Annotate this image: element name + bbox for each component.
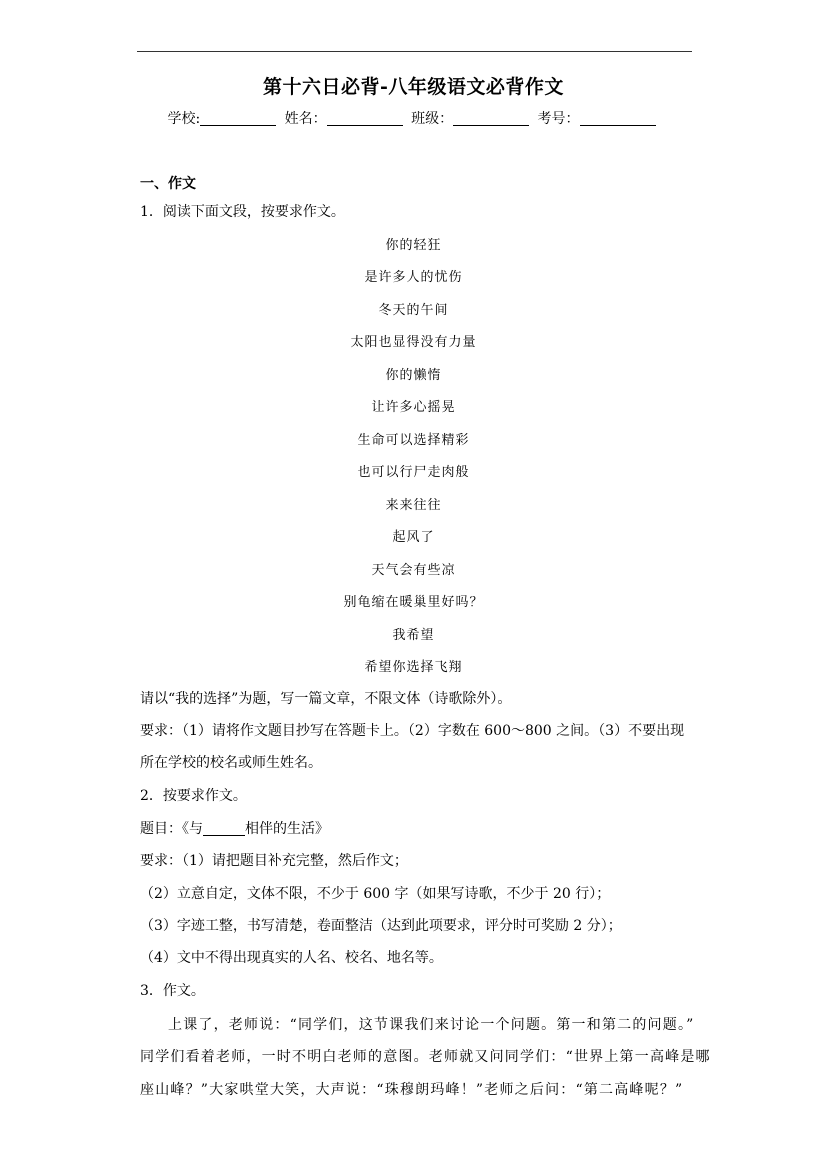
q2-topic-prefix: 题目：《与	[140, 821, 203, 837]
school-label: 学校:	[167, 111, 201, 127]
poem-line: 也可以行尸走肉般	[357, 465, 470, 480]
q2-topic-suffix: 相伴的生活》	[245, 821, 329, 837]
poem-line: 太阳也显得没有力量	[350, 335, 477, 350]
exam-no-label: 考号：	[537, 111, 580, 127]
q2-requirement-4: （4）文中不得出现真实的人名、校名、地名等。	[140, 950, 443, 966]
q1-instruction: 请以“我的选择”为题，写一篇文章，不限文体（诗歌除外）。	[140, 691, 512, 707]
q3-story-line: 上课了，老师说：“同学们，这节课我们来讨论一个问题。第一和第二的问题。”	[168, 1017, 695, 1033]
q1-requirement-line-2: 所在学校的校名或师生姓名。	[140, 755, 322, 771]
page-title: 第十六日必背-八年级语文必背作文	[263, 76, 564, 98]
name-blank[interactable]	[327, 111, 403, 126]
q3-story-line: 座山峰？”大家哄堂大笑，大声说：“珠穆朗玛峰！”老师之后问：“第二高峰呢？”	[140, 1082, 684, 1098]
q2-prompt: 2．按要求作文。	[140, 788, 247, 804]
q2-requirement-3: （3）字迹工整，书写清楚，卷面整洁（达到此项要求，评分时可奖励 2 分）；	[140, 918, 622, 934]
class-blank[interactable]	[453, 111, 529, 126]
exam-no-blank[interactable]	[580, 111, 656, 126]
poem-line: 我希望	[392, 628, 435, 643]
q3-prompt: 3．作文。	[140, 983, 205, 999]
poem-line: 来来往往	[385, 498, 442, 513]
poem-line: 你的轻狂	[385, 238, 442, 253]
poem-line: 让许多心摇晃	[371, 400, 456, 415]
poem-line: 起风了	[392, 530, 435, 545]
q2-topic	[140, 818, 329, 838]
q2-requirement-intro: 要求：（1）请把题目补充完整，然后作文；	[140, 853, 408, 869]
poem-line: 天气会有些凉	[371, 563, 456, 578]
q1-prompt: 1．阅读下面文段，按要求作文。	[140, 204, 345, 220]
poem-line: 你的懒惰	[385, 368, 442, 383]
name-label: 姓名：	[284, 111, 327, 127]
school-blank[interactable]	[200, 111, 276, 126]
student-info-line	[0, 108, 827, 128]
section-title: 一、作文	[140, 176, 196, 192]
poem-line: 别龟缩在暖巢里好吗？	[343, 595, 484, 610]
q2-requirement-2: （2）立意自定，文体不限，不少于 600 字（如果写诗歌，不少于 20 行）；	[140, 886, 611, 902]
poem-line: 是许多人的忧伤	[364, 270, 463, 285]
poem-line: 冬天的午间	[378, 303, 449, 318]
poem-line: 希望你选择飞翔	[364, 660, 463, 675]
q3-story-line: 同学们看着老师，一时不明白老师的意图。老师就又问同学们：“世界上第一高峰是哪	[140, 1049, 711, 1065]
poem-line: 生命可以选择精彩	[357, 433, 470, 448]
q2-topic-blank[interactable]	[203, 821, 245, 836]
header-rule	[137, 51, 692, 52]
class-label: 班级：	[411, 111, 454, 127]
q1-requirement-line-1: 要求：（1）请将作文题目抄写在答题卡上。（2）字数在 600～800 之间。（3）不要出现	[140, 723, 685, 739]
